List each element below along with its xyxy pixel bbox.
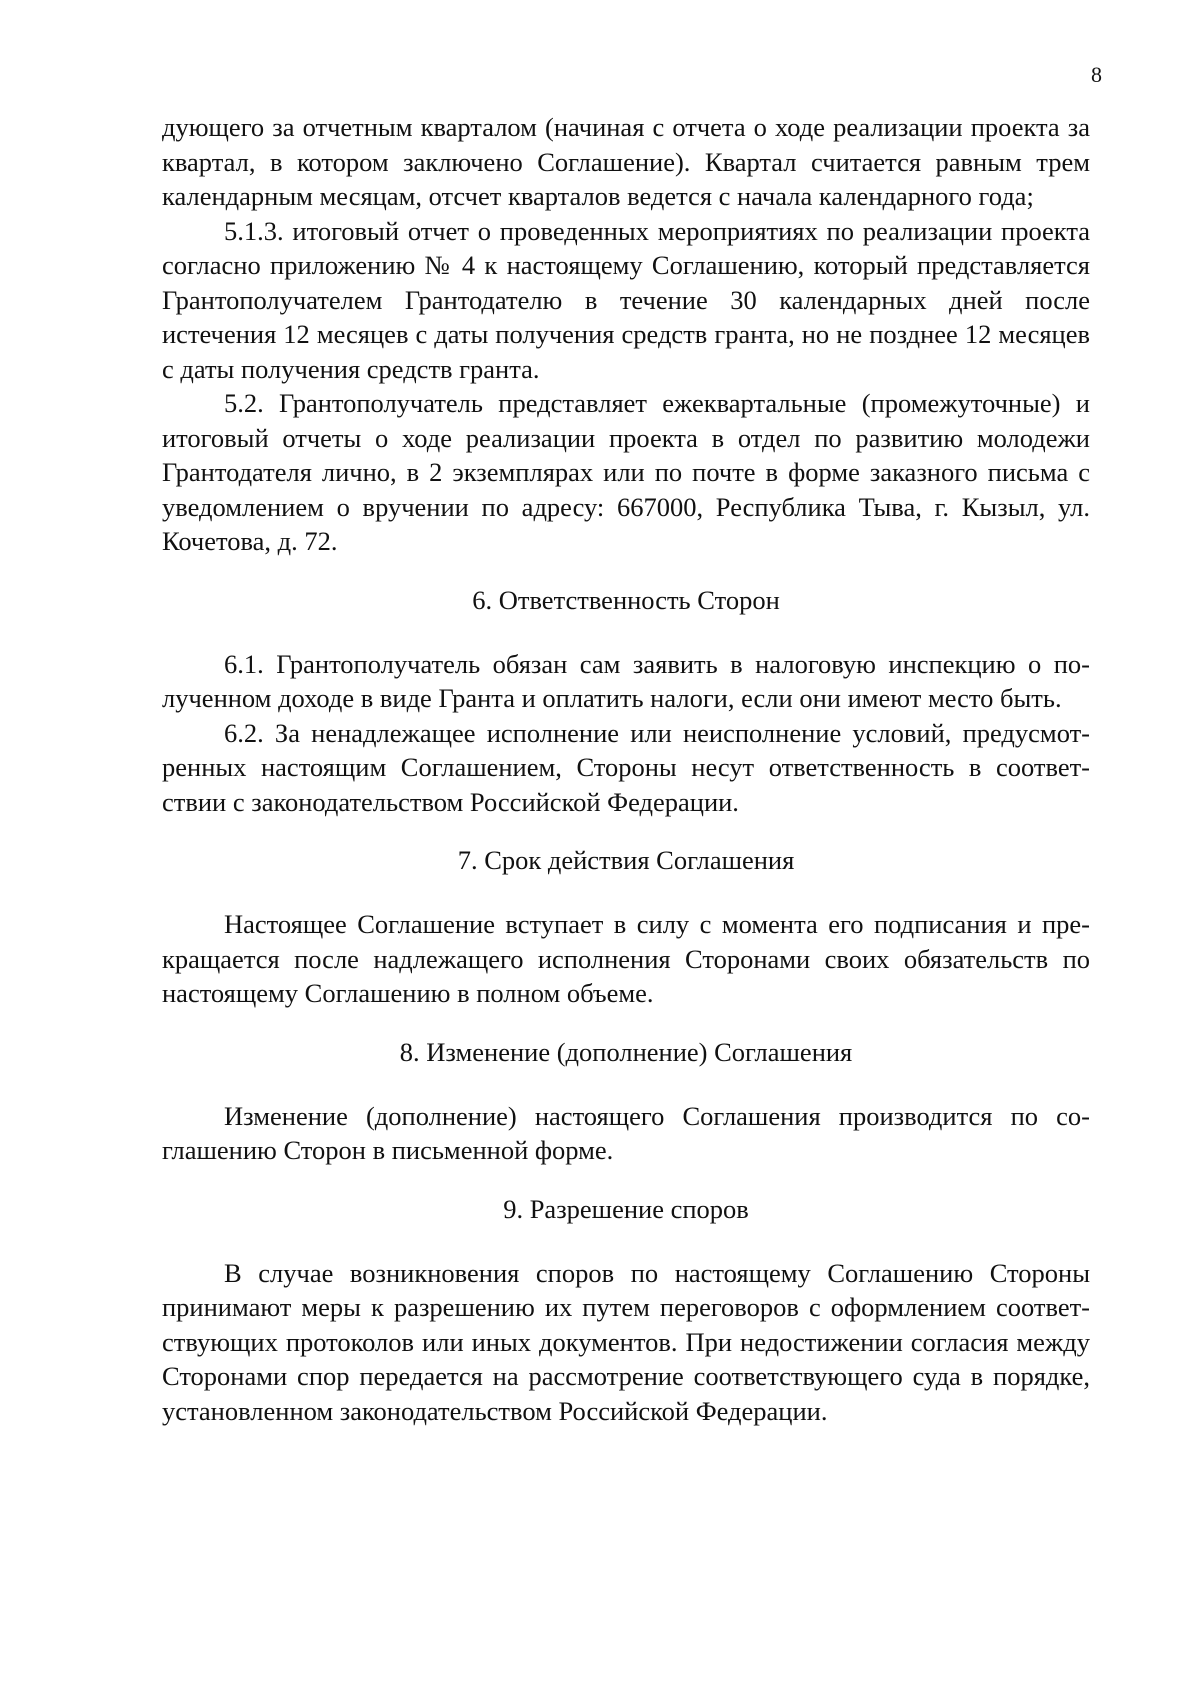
paragraph-6-2: 6.2. За ненадлежащее исполнение или неисполнение условий, предусмотренных настоящим Соглашением, Стороны несут ответственность в соответствии с законодательством Российской Федерации. — [162, 717, 1090, 817]
section-title-6: 6. Ответственность Сторон — [472, 584, 780, 615]
page-number: 8 — [1091, 62, 1102, 87]
paragraph-6-1: 6.1. Грантополучатель обязан сам заявить в налоговую инспекцию о полученном доходе в виде Гранта и оплатить налоги, если они имеют место быть. — [162, 648, 1090, 713]
section-title-8: 8. Изменение (дополнение) Соглашения — [399, 1036, 853, 1067]
section-title-9: 9. Разрешение споров — [503, 1193, 749, 1224]
section-title-7: 7. Срок действия Соглашения — [457, 845, 795, 875]
paragraph-5-1-3: 5.1.3. итоговый отчет о проведенных мероприятиях по реализации проекта согласно приложению № 4 к настоящему Соглашению, который представляется Грантополучателем Грантодателю в течение 30 календарных дней после истечения 12 месяцев с даты получения средств гранта, но не позднее 12 месяцев с даты получения средств гранта. — [162, 215, 1090, 384]
paragraph-continuation: дующего за отчетным кварталом (начиная с отчета о ходе реализации проекта за квартал, в котором заключено Соглашение). Квартал считается равным трем календарным месяцам, отсчет кварталов ведется с начала календарного года; — [162, 112, 1090, 211]
paragraph-9: В случае возникновения споров по настоящему Соглашению Стороны принимают меры к разрешению их путем переговоров с оформлением соответствующих протоколов или иных документов. При недостижении согласия между Сторонами спор передается на рассмотрение соответствующего суда в порядке, установленном законодательством Российской Федерации. — [162, 1257, 1090, 1426]
paragraph-8: Изменение (дополнение) настоящего Соглашения производится по соглашению Сторон в письменной форме. — [162, 1100, 1090, 1165]
paragraph-7: Настоящее Соглашение вступает в силу с момента его подписания и прекращается после надлежащего исполнения Сторонами своих обязательств по настоящему Соглашению в полном объеме. — [162, 909, 1090, 1008]
paragraph-5-2: 5.2. Грантополучатель представляет ежеквартальные (промежуточные) и итоговый отчеты о ходе реализации проекта в отдел по развитию молодежи Грантодателя лично, в 2 экземплярах или по почте в форме заказного письма с уведомлением о вручении по адресу: 667000, Республика Тыва, г. Кызыл, ул. Кочетова, д. 72. — [162, 388, 1090, 556]
